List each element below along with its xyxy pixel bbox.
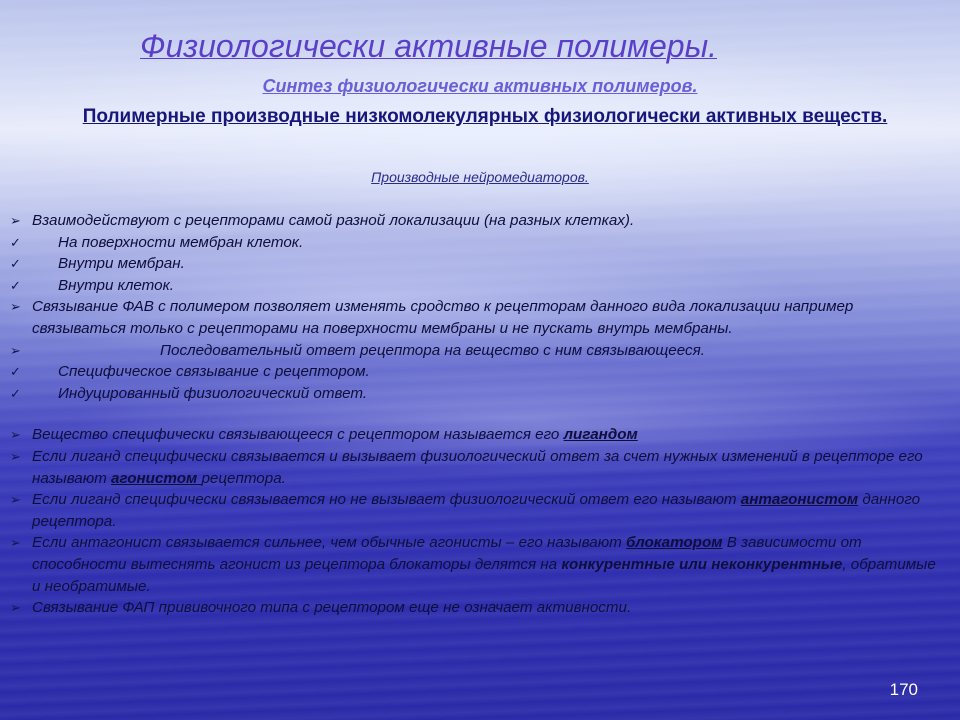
term-ligand: лигандом <box>563 426 638 444</box>
text-segment: Вещество специфически связывающееся с рецептором называется его <box>32 426 564 444</box>
text-segment: данного рецептора. <box>32 491 921 530</box>
text-segment: рецептора. <box>201 469 286 487</box>
arrow-bullet-icon: ➢ <box>10 535 21 551</box>
list-item <box>10 275 940 297</box>
arrow-bullet-icon: ➢ <box>10 299 21 315</box>
list-item <box>10 253 940 275</box>
arrow-bullet-icon: ➢ <box>10 600 21 616</box>
slide-subtitle-derivatives: Полимерные производные низкомолекулярных физиологически активных веществ. <box>82 106 888 127</box>
slide-title: Физиологически активные полимеры. <box>140 28 717 64</box>
arrow-bullet-icon: ➢ <box>10 427 21 443</box>
list-item-text: Последовательный ответ рецептора на вещество с ним связывающееся. <box>160 341 705 359</box>
list-item-text <box>10 489 940 532</box>
checkmark-icon: ✓ <box>10 256 21 272</box>
term-antagonist: антагонистом <box>740 491 859 509</box>
term-competitive: конкурентные или неконкурентные <box>561 555 843 573</box>
arrow-bullet-icon: ➢ <box>10 448 21 464</box>
list-item <box>10 232 940 254</box>
list-item-text: Специфическое связывание с рецептором. <box>58 363 370 381</box>
list-item-text: Взаимодействуют с рецепторами самой разной локализации (на разных клетках). <box>32 212 635 229</box>
text-segment: Если лиганд специфически связывается и вызывает физиологический ответ за счет нужных изменений в рецепторе его называют <box>32 447 923 487</box>
text-segment: , обратимые и необратимые. <box>32 555 936 595</box>
list-item-text <box>10 532 940 597</box>
list-item-text <box>10 446 940 489</box>
page-number: 170 <box>889 680 918 699</box>
list-item <box>10 340 940 362</box>
list-item-text: На поверхности мембран клеток. <box>58 233 304 251</box>
term-agonist: агонистом <box>111 469 202 487</box>
list-item <box>10 296 940 339</box>
list-item-text: Связывание ФАВ с полимером позволяет изменять сродство к рецепторам данного вида локализации например связываться только с рецепторами на поверхности мембраны и не пускать внутрь мембраны. <box>32 298 854 337</box>
spacer <box>10 404 940 424</box>
list-item <box>10 597 940 619</box>
slide-subtitle-neuromediators: Производные нейромедиаторов. <box>371 169 589 185</box>
list-item <box>10 532 940 597</box>
slide-body <box>10 210 940 619</box>
list-item-text: Связывание ФАП прививочного типа с рецептором еще не означает активности. <box>32 599 632 617</box>
list-item <box>10 383 940 405</box>
list-item-text <box>10 424 940 446</box>
list-item-text: Индуцированный физиологический ответ. <box>58 384 368 402</box>
checkmark-icon: ✓ <box>10 385 21 401</box>
checkmark-icon: ✓ <box>10 234 21 250</box>
text-segment: В зависимости от способности вытеснять агонист из рецептора блокаторы делятся на <box>32 534 862 573</box>
term-blocker: блокатором <box>626 534 723 552</box>
list-item-text: Внутри мембран. <box>58 255 185 273</box>
list-item <box>10 424 940 446</box>
arrow-bullet-icon: ➢ <box>10 342 21 358</box>
text-segment: Если лиганд специфически связывается но не вызывает физиологический ответ его называют <box>32 491 741 509</box>
checkmark-icon: ✓ <box>10 364 21 380</box>
list-item <box>10 446 940 489</box>
checkmark-icon: ✓ <box>10 277 21 293</box>
list-item <box>10 361 940 383</box>
arrow-bullet-icon: ➢ <box>10 213 21 228</box>
arrow-bullet-icon: ➢ <box>10 492 21 508</box>
list-item-text: Внутри клеток. <box>58 276 175 294</box>
text-segment: Если антагонист связывается сильнее, чем обычные агонисты – его называют <box>32 534 627 552</box>
list-item <box>10 210 940 232</box>
slide-subtitle-synthesis: Синтез физиологически активных полимеров. <box>262 76 698 96</box>
list-item <box>10 489 940 532</box>
